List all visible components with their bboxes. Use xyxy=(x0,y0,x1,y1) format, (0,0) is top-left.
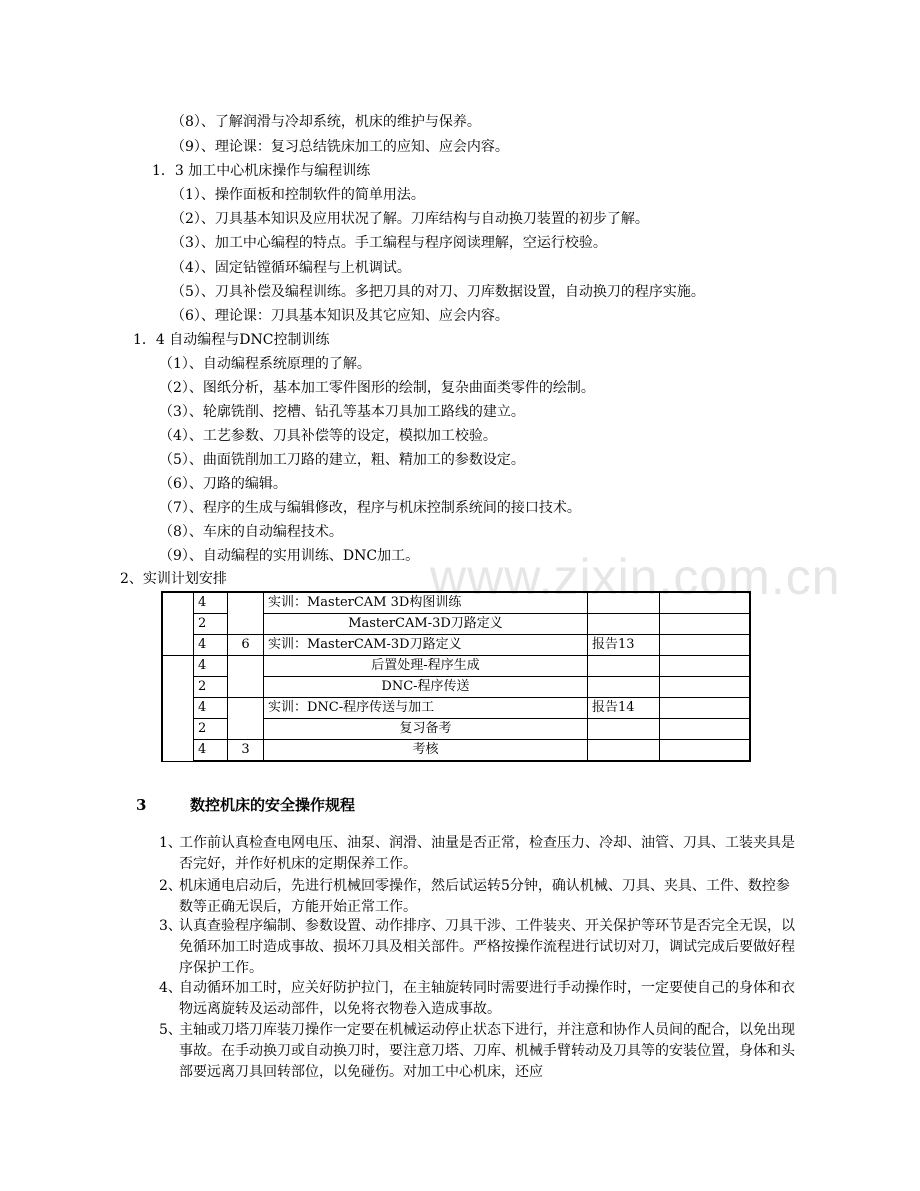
list-item: （2）、刀具基本知识及应用状况了解。刀库结构与自动换刀装置的初步了解。 xyxy=(171,211,649,227)
table-cell: 6 xyxy=(228,635,264,656)
table-cell xyxy=(660,740,751,762)
list-item: （1）、自动编程系统原理的了解。 xyxy=(159,356,371,372)
rule-paragraph xyxy=(159,1020,799,1083)
table-cell xyxy=(162,592,194,656)
rule-text: 主轴或刀塔刀库装刀操作一定要在机械运动停止状态下进行，并注意和协作人员间的配合，以免出现事故。在手动换刀或自动换刀时，要注意刀塔、刀库、机械手臂转动及刀具等的安装位置，身体和头部要远离刀具回转部位，以免碰伤。对加工中心机床，还应 xyxy=(179,1022,795,1080)
table-cell xyxy=(588,740,660,762)
table-row xyxy=(162,698,750,719)
table-cell xyxy=(162,656,194,762)
table-cell xyxy=(660,698,751,719)
table-cell xyxy=(588,677,660,698)
list-item: （8）、车床的自动编程技术。 xyxy=(159,524,343,540)
table-cell: 2 xyxy=(194,614,228,635)
table-cell: 4 xyxy=(194,592,228,614)
table-row xyxy=(162,592,750,614)
table-cell xyxy=(660,656,751,677)
rule-paragraph xyxy=(159,916,799,979)
list-item: （9）、理论课：复习总结铣床加工的应知、应会内容。 xyxy=(171,139,509,155)
table-cell: DNC-程序传送 xyxy=(264,677,588,698)
rule-number: 3、 xyxy=(159,918,182,934)
table-cell xyxy=(660,719,751,740)
list-item: （2）、图纸分析，基本加工零件图形的绘制，复杂曲面类零件的绘制。 xyxy=(159,380,595,396)
rule-number: 2、 xyxy=(159,878,182,894)
table-cell: 4 xyxy=(194,635,228,656)
list-item: （1）、操作面板和控制软件的简单用法。 xyxy=(171,187,425,203)
list-item: （3）、轮廓铣削、挖槽、钻孔等基本刀具加工路线的建立。 xyxy=(159,404,525,420)
table-row xyxy=(162,635,750,656)
training-plan-table xyxy=(161,591,751,762)
table-cell: 2 xyxy=(194,719,228,740)
table-cell: 报告13 xyxy=(588,635,660,656)
list-item: （6）、刀路的编辑。 xyxy=(159,476,287,492)
table-cell: 实训：MasterCAM 3D构图训练 xyxy=(264,592,588,614)
list-item: （9）、自动编程的实用训练、DNC加工。 xyxy=(159,548,420,564)
table-cell xyxy=(660,592,751,614)
table-cell: 后置处理-程序生成 xyxy=(264,656,588,677)
rule-number: 1、 xyxy=(159,835,182,851)
table-cell xyxy=(588,719,660,740)
table-cell: 实训：MasterCAM-3D刀路定义 xyxy=(264,635,588,656)
watermark: www.zixin.com.cn xyxy=(430,549,841,605)
section-number: 3 xyxy=(136,796,147,814)
table-cell: 实训：DNC-程序传送与加工 xyxy=(264,698,588,719)
table-cell: 考核 xyxy=(264,740,588,762)
rule-paragraph xyxy=(159,833,799,875)
list-item: （7）、程序的生成与编辑修改，程序与机床控制系统间的接口技术。 xyxy=(159,500,581,516)
table-cell xyxy=(228,592,264,635)
table-cell: 4 xyxy=(194,740,228,762)
rule-text: 工作前认真检查电网电压、油泵、润滑、油量是否正常，检查压力、冷却、油管、刀具、工装夹具是否完好，并作好机床的定期保养工作。 xyxy=(179,835,795,872)
list-item: （5）、刀具补偿及编程训练。多把刀具的对刀、刀库数据设置，自动换刀的程序实施。 xyxy=(171,284,705,300)
rule-text: 认真查验程序编制、参数设置、动作排序、刀具干涉、工件装夹、开关保护等环节是否完全无误，以免循环加工时造成事故、损坏刀具及相关部件。严格按操作流程进行试切对刀，调试完成后要做好程序保护工作。 xyxy=(179,918,795,976)
table-cell xyxy=(228,656,264,698)
table-cell: 4 xyxy=(194,698,228,719)
table-cell xyxy=(660,614,751,635)
table-cell xyxy=(660,677,751,698)
table-cell: 报告14 xyxy=(588,698,660,719)
plan-heading: 2、实训计划安排 xyxy=(120,571,227,587)
table-cell xyxy=(588,656,660,677)
rule-paragraph xyxy=(159,876,799,918)
list-item: （4）、固定钻镗循环编程与上机调试。 xyxy=(171,260,411,276)
table-row xyxy=(162,656,750,677)
table-cell xyxy=(228,698,264,740)
table-cell: 4 xyxy=(194,656,228,677)
table-cell: 3 xyxy=(228,740,264,762)
table-cell: 2 xyxy=(194,677,228,698)
list-item: （4）、工艺参数、刀具补偿等的设定，模拟加工校验。 xyxy=(159,428,497,444)
list-item: （3）、加工中心编程的特点。手工编程与程序阅读理解，空运行校验。 xyxy=(171,235,607,251)
section-heading-1-4: 1．4 自动编程与DNC控制训练 xyxy=(133,332,330,348)
rule-number: 5、 xyxy=(159,1022,182,1038)
rule-text: 自动循环加工时，应关好防护拉门，在主轴旋转同时需要进行手动操作时，一定要使自己的身体和衣物远离旋转及运动部件，以免将衣物卷入造成事故。 xyxy=(179,980,795,1017)
table-cell xyxy=(588,614,660,635)
table-cell xyxy=(660,635,751,656)
table-cell xyxy=(588,592,660,614)
list-item: （5）、曲面铣削加工刀路的建立，粗、精加工的参数设定。 xyxy=(159,452,525,468)
section-heading-1-3: 1．3 加工中心机床操作与编程训练 xyxy=(152,163,371,179)
table-row xyxy=(162,740,750,762)
list-item: （6）、理论课：刀具基本知识及其它应知、应会内容。 xyxy=(171,308,509,324)
rule-paragraph xyxy=(159,978,799,1020)
rule-text: 机床通电启动后，先进行机械回零操作，然后试运转5分钟，确认机械、刀具、夹具、工件、数控参数等正确无误后，方能开始正常工作。 xyxy=(179,878,790,915)
rule-number: 4、 xyxy=(159,980,182,996)
list-item: （8）、了解润滑与冷却系统，机床的维护与保养。 xyxy=(171,114,481,130)
section-title: 数控机床的安全操作规程 xyxy=(190,796,356,814)
table-cell: MasterCAM-3D刀路定义 xyxy=(264,614,588,635)
table-cell: 复习备考 xyxy=(264,719,588,740)
